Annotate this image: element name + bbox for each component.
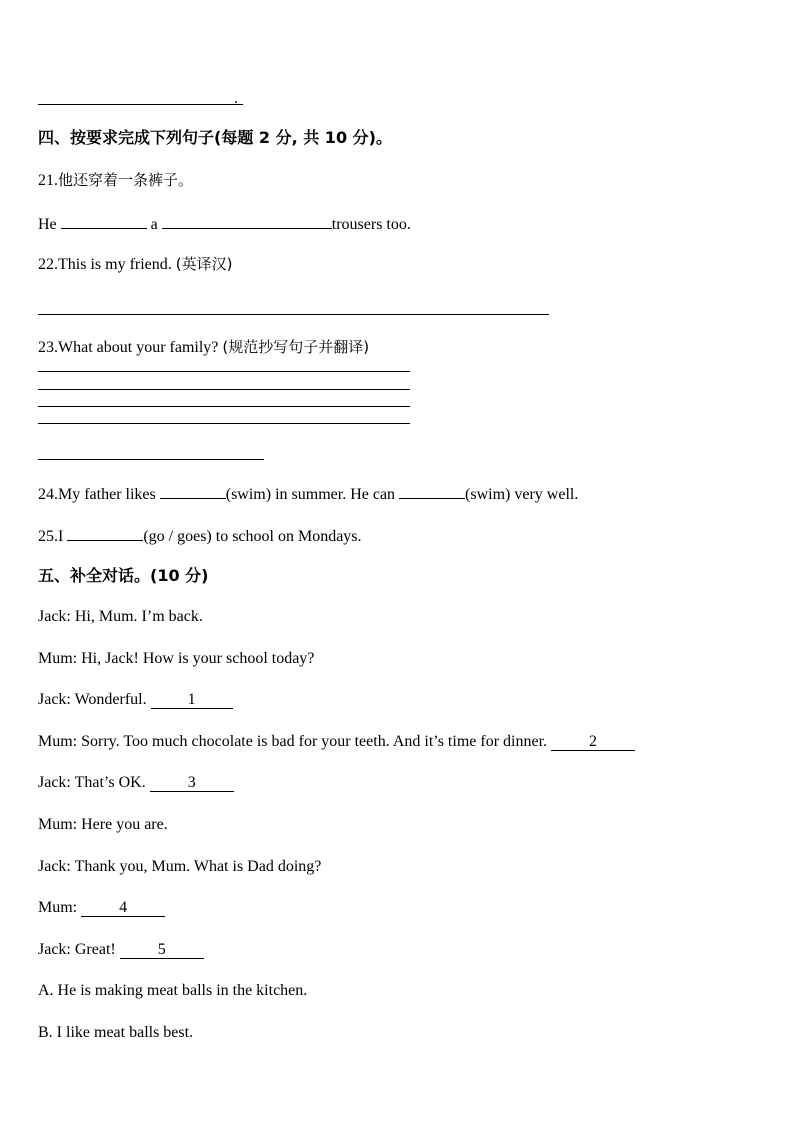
- question-24: 24.My father likes (swim) in summer. He can (swim) very well.: [38, 482, 578, 505]
- answer-line-top[interactable]: [38, 104, 243, 105]
- dialogue-line-7: Jack: Thank you, Mum. What is Dad doing?: [38, 858, 322, 875]
- dialogue-blank-1[interactable]: 1: [151, 690, 233, 709]
- answer-blank[interactable]: [399, 482, 465, 499]
- answer-blank[interactable]: [61, 212, 147, 229]
- answer-line-23-translation[interactable]: [38, 459, 264, 460]
- answer-line-22[interactable]: [38, 314, 549, 315]
- question-21-answer: He a trousers too.: [38, 212, 411, 235]
- dialogue-blank-5[interactable]: 5: [120, 940, 204, 959]
- dialogue-line-9: Jack: Great! 5: [38, 940, 204, 960]
- section-5-heading: 五、补全对话。(10 分): [38, 566, 209, 585]
- period: .: [234, 90, 238, 107]
- dialogue-line-8: Mum: 4: [38, 898, 165, 918]
- dialogue-line-6: Mum: Here you are.: [38, 816, 168, 833]
- dialogue-line-4: Mum: Sorry. Too much chocolate is bad for your teeth. And it’s time for dinner. 2: [38, 732, 635, 752]
- dialogue-blank-3[interactable]: 3: [150, 773, 234, 792]
- writing-line-23-3[interactable]: [38, 406, 410, 407]
- question-22: 22.This is my friend. (英译汉): [38, 255, 233, 273]
- option-a: A. He is making meat balls in the kitchen.: [38, 982, 308, 999]
- question-21-prompt: [38, 170, 193, 191]
- dialogue-blank-2[interactable]: 2: [551, 732, 635, 751]
- dialogue-line-5: Jack: That’s OK. 3: [38, 773, 234, 793]
- writing-line-23-4[interactable]: [38, 423, 410, 424]
- section-4-heading: 四、按要求完成下列句子(每题 2 分, 共 10 分)。: [38, 128, 392, 147]
- chinese-sentence: 他还穿着一条裤子。: [58, 171, 194, 189]
- writing-line-23-2[interactable]: [38, 389, 410, 390]
- question-25: 25.I (go / goes) to school on Mondays.: [38, 524, 362, 547]
- dialogue-line-1: Jack: Hi, Mum. I’m back.: [38, 608, 203, 625]
- answer-blank[interactable]: [67, 524, 143, 541]
- question-number: 21.: [38, 172, 58, 189]
- answer-blank[interactable]: [162, 212, 332, 229]
- dialogue-line-3: Jack: Wonderful. 1: [38, 690, 233, 710]
- dialogue-blank-4[interactable]: 4: [81, 898, 165, 917]
- writing-line-23-1[interactable]: [38, 371, 410, 372]
- answer-blank[interactable]: [160, 482, 226, 499]
- option-b: B. I like meat balls best.: [38, 1024, 194, 1041]
- question-23: 23.What about your family? (规范抄写句子并翻译): [38, 338, 370, 356]
- dialogue-line-2: Mum: Hi, Jack! How is your school today?: [38, 650, 315, 667]
